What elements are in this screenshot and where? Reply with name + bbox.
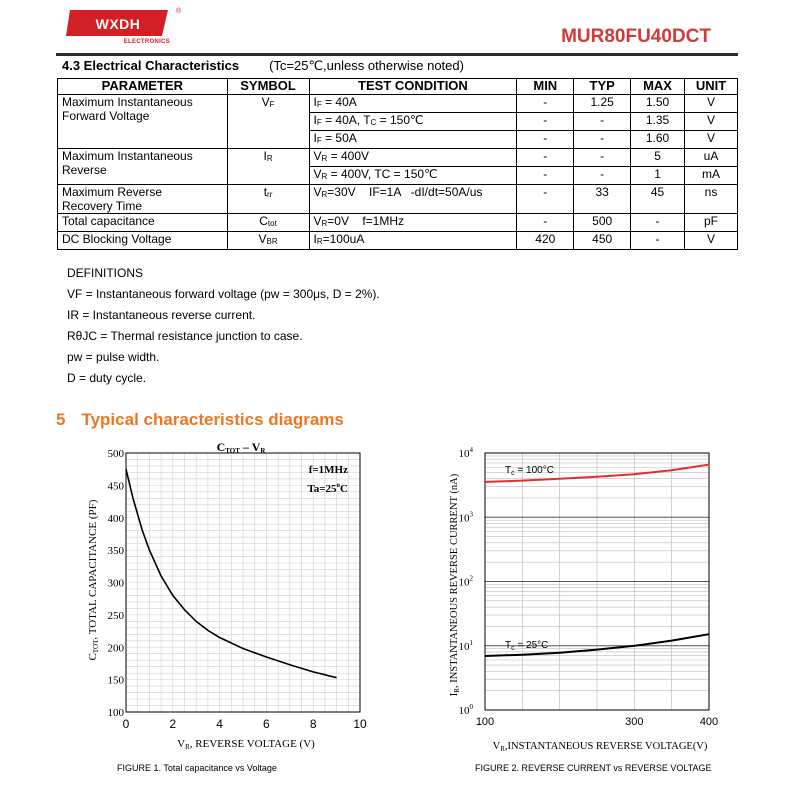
param-cell: Total capacitance [58, 214, 228, 232]
cond-rest: = 40A, T [321, 113, 371, 127]
chart1-y-tick-label: 500 [107, 448, 124, 460]
typ-cell: 450 [574, 232, 631, 250]
table-row [58, 185, 738, 214]
chart2-ticks [459, 446, 719, 728]
symbol-sub: rr [267, 190, 273, 199]
page-header [56, 0, 736, 54]
header-typ: TYP [574, 79, 631, 95]
symbol-cell [227, 185, 309, 214]
symbol-cell [227, 232, 309, 250]
unit-cell: V [685, 232, 738, 250]
chart2-y-tick-label: $10^3$ [458, 510, 473, 525]
chart2-y-tick-label: $10^1$ [458, 638, 473, 653]
electrical-characteristics-table [57, 78, 738, 250]
symbol-text: I [263, 149, 267, 163]
condition-cell [309, 113, 517, 131]
param-text: Maximum Instantaneous [62, 149, 193, 163]
chart2-x-tick-label: 300 [625, 716, 644, 728]
definition-item: RθJC = Thermal resistance junction to case. [67, 329, 303, 343]
header-test-condition: TEST CONDITION [309, 79, 517, 95]
cond-sub: F [316, 100, 322, 109]
symbol-sub: R [266, 154, 273, 163]
table-row [58, 232, 738, 250]
symbol-text: V [258, 232, 267, 246]
cond-rest: =0V f=1MHz [327, 214, 404, 228]
param-text: Forward Voltage [62, 109, 150, 123]
typ-cell: - [574, 131, 631, 149]
cond-rest: = 150℃ [376, 113, 424, 127]
typ-cell: 500 [574, 214, 631, 232]
definition-item: D = duty cycle. [67, 371, 147, 385]
cond-rest: = 50A [321, 131, 357, 145]
max-cell: 45 [631, 185, 685, 214]
symbol-cell [227, 149, 309, 185]
definition-item: VF = Instantaneous forward voltage (pw = 300μs, D = 2%). [67, 287, 380, 301]
symbol-cell [227, 214, 309, 232]
chart2-xlabel: VR,INSTANTANEOUS REVERSE VOLTAGE(V) [492, 741, 708, 753]
chart1-annotation-temp: $Ta=25^oC$ [307, 481, 348, 495]
typ-cell: 1.25 [574, 95, 631, 113]
chart1-y-tick-label: 250 [107, 609, 124, 622]
chart1-x-tick-label: 4 [216, 717, 223, 731]
unit-cell: ns [685, 185, 738, 214]
cond-text: I [313, 232, 317, 246]
chart2-x-tick-label: 400 [699, 716, 719, 728]
min-cell: - [517, 113, 574, 131]
table-row [58, 214, 738, 232]
cond-rest: =30V IF=1A -dI/dt=50A/us [327, 185, 483, 199]
condition-cell [309, 131, 517, 149]
param-cell [58, 185, 228, 214]
param-cell: DC Blocking Voltage [58, 232, 228, 250]
chart2-ylabel: IR, INSTANTANEOUS REVERSE CURRENT (nA) [449, 473, 461, 697]
definitions-block [67, 263, 380, 389]
cond-sub: R [321, 190, 328, 199]
unit-cell: uA [685, 149, 738, 167]
max-cell: - [631, 232, 685, 250]
reverse-current-chart [445, 435, 745, 765]
chart1-annotation-freq: f=1MHz [308, 464, 348, 476]
company-logo [66, 8, 182, 48]
condition-cell [309, 95, 517, 113]
registered-mark: ® [176, 8, 182, 15]
max-cell: - [631, 214, 685, 232]
chart1-x-tick-label: 6 [263, 717, 270, 731]
cond-rest: = 40A [321, 95, 357, 109]
param-text: Recovery Time [62, 199, 143, 213]
param-cell [58, 95, 228, 149]
cond-text: V [313, 185, 322, 199]
condition-cell [309, 214, 517, 232]
chart1-y-tick-label: 450 [107, 480, 124, 493]
figure1-caption: FIGURE 1. Total capacitance vs Voltage [117, 763, 277, 773]
capacitance-chart [56, 435, 376, 765]
max-cell: 1.60 [631, 131, 685, 149]
unit-cell: mA [685, 167, 738, 185]
header-min: MIN [517, 79, 574, 95]
section5-number: 5 [56, 410, 66, 429]
param-text: Maximum Reverse [62, 185, 163, 199]
symbol-text: V [261, 95, 270, 109]
cond-text: V [313, 149, 322, 163]
cond-text: I [313, 95, 317, 109]
min-cell: - [517, 131, 574, 149]
cond-text: V [313, 214, 322, 228]
unit-cell: V [685, 95, 738, 113]
min-cell: - [517, 214, 574, 232]
param-text: Reverse [62, 163, 107, 177]
symbol-text: C [259, 214, 268, 228]
section-condition: (Tc=25℃,unless otherwise noted) [269, 58, 464, 73]
chart1-x-tick-label: 10 [353, 717, 367, 731]
unit-cell: V [685, 131, 738, 149]
definition-item: pw = pulse width. [67, 350, 160, 364]
typ-cell: - [574, 113, 631, 131]
unit-cell: pF [685, 214, 738, 232]
chart1-y-tick-label: 350 [107, 545, 124, 558]
header-unit: UNIT [685, 79, 738, 95]
definitions-title: DEFINITIONS [67, 266, 144, 280]
part-number: MUR80FU40DCT [561, 26, 711, 47]
logo-text: WXDH [95, 16, 141, 32]
max-cell: 1.50 [631, 95, 685, 113]
chart1-y-tick-label: 300 [107, 577, 124, 590]
cond-text: V [313, 167, 322, 181]
cond-rest: = 400V, TC = 150℃ [327, 167, 438, 181]
condition-cell [309, 185, 517, 214]
symbol-text: t [263, 185, 268, 199]
chart2-y-tick-label: $10^2$ [458, 574, 473, 589]
min-cell: 420 [517, 232, 574, 250]
chart1-x-tick-label: 0 [122, 717, 130, 731]
chart1-y-tick-label: 150 [107, 674, 124, 687]
condition-cell [309, 149, 517, 167]
chart1-y-tick-label: 100 [107, 707, 124, 719]
max-cell: 1.35 [631, 113, 685, 131]
chart1-xlabel: VR, REVERSE VOLTAGE (V) [177, 738, 315, 751]
condition-cell [309, 232, 517, 250]
table-row [58, 95, 738, 113]
cond-sub: R [316, 237, 323, 246]
chart1-title: CTOT – VR [216, 440, 266, 455]
cond-sub: C [370, 118, 377, 127]
chart1-x-tick-label: 8 [309, 717, 317, 731]
unit-cell: V [685, 113, 738, 131]
chart2-series-25c-label: $T_c = 25^\circ C$ [505, 640, 549, 652]
symbol-sub: tot [267, 219, 277, 228]
min-cell: - [517, 167, 574, 185]
condition-cell [309, 167, 517, 185]
max-cell: 5 [631, 149, 685, 167]
chart1-y-tick-label: 400 [107, 512, 124, 525]
cond-text: I [313, 113, 317, 127]
symbol-sub: BR [266, 237, 278, 246]
symbol-cell [227, 95, 309, 149]
cond-sub: R [321, 154, 328, 163]
chart2-y-tick-label: $10^0$ [458, 703, 473, 717]
logo-subtext: ELECTRONICS [123, 39, 170, 45]
symbol-sub: F [269, 100, 275, 109]
cond-sub: R [321, 172, 328, 181]
chart1-ylabel: CTOT, TOTAL CAPACITANCE (PF) [87, 499, 100, 661]
header-parameter: PARAMETER [58, 79, 228, 95]
section5-title: Typical characteristics diagrams [81, 410, 344, 429]
min-cell: - [517, 95, 574, 113]
figure2-caption: FIGURE 2. REVERSE CURRENT vs REVERSE VOLTAGE [475, 763, 712, 773]
typ-cell: - [574, 149, 631, 167]
header-symbol: SYMBOL [227, 79, 309, 95]
header-max: MAX [631, 79, 685, 95]
param-text: Maximum Instantaneous [62, 95, 193, 109]
chart2-series-100c-label: $T_c = 100^\circ C$ [505, 465, 554, 477]
param-cell [58, 149, 228, 185]
cond-text: I [313, 131, 317, 145]
chart2-x-tick-label: 100 [475, 716, 495, 728]
table-row [58, 149, 738, 167]
definition-item: IR = Instantaneous reverse current. [67, 308, 256, 322]
min-cell: - [517, 149, 574, 167]
cond-sub: F [316, 118, 322, 127]
cond-sub: F [316, 136, 322, 145]
section5-heading [56, 410, 344, 430]
table-header-row [58, 79, 738, 95]
chart2-y-tick-label: $10^4$ [458, 446, 473, 460]
cond-rest: = 400V [327, 149, 369, 163]
section-title [62, 58, 464, 74]
cond-sub: R [321, 219, 328, 228]
chart1-x-tick-label: 2 [169, 717, 177, 731]
chart1-y-tick-label: 200 [107, 642, 124, 655]
section-heading: 4.3 Electrical Characteristics [62, 58, 240, 73]
typ-cell: - [574, 167, 631, 185]
min-cell: - [517, 185, 574, 214]
cond-rest: =100uA [322, 232, 365, 246]
max-cell: 1 [631, 167, 685, 185]
chart2-grid [485, 453, 709, 710]
typ-cell: 33 [574, 185, 631, 214]
header-divider [56, 53, 738, 56]
